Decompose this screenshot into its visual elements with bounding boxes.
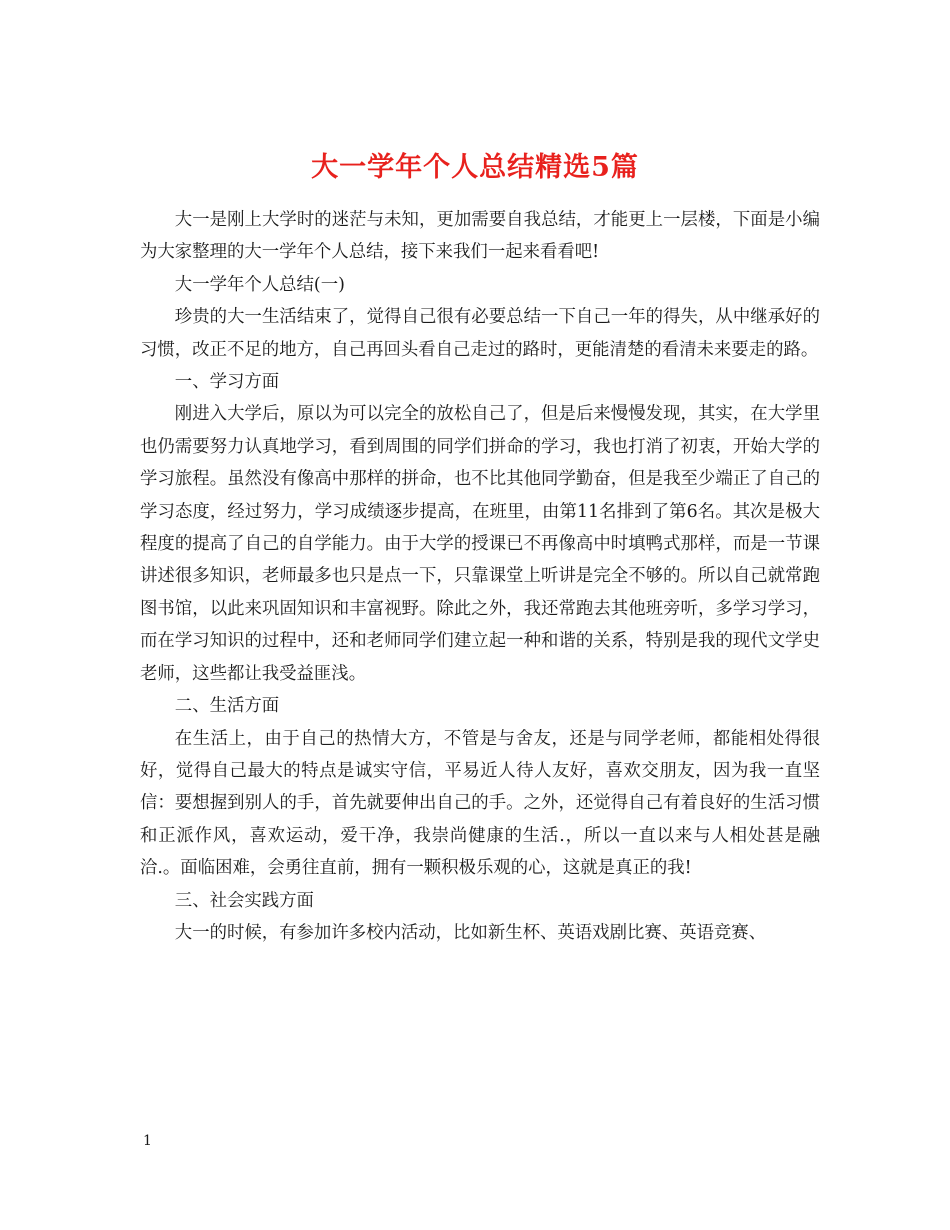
paragraph-intro: 大一是刚上大学时的迷茫与未知，更加需要自我总结，才能更上一层楼，下面是小编为大家整理的大一学年个人总结，接下来我们一起来看看吧! — [140, 210, 820, 263]
paragraph-life: 在生活上，由于自己的热情大方，不管是与舍友，还是与同学老师，都能相处得很好，觉得自己最大的特点是诚实守信，平易近人待人友好，喜欢交朋友，因为我一直坚信：要想握到别人的手，首先就要伸出自己的手。之外，还觉得自己有着良好的生活习惯和正派作风，喜欢运动，爱干净，我崇尚健康的生活.，所以一直以来与人相处甚是融洽.。面临困难，会勇往直前，拥有一颗积极乐观的心，这就是真正的我! — [140, 728, 820, 879]
document-body — [140, 204, 820, 949]
paragraph-opening: 珍贵的大一生活结束了，觉得自己很有必要总结一下自己一年的得失，从中继承好的习惯，改正不足的地方，自己再回头看自己走过的路时，更能清楚的看清未来要走的路。 — [140, 307, 820, 360]
section-heading-social-practice: 三、社会实践方面 — [174, 890, 314, 911]
page-number: 1 — [143, 1133, 152, 1149]
section-heading-study: 一、学习方面 — [174, 372, 280, 393]
document-title: 大一学年个人总结精选5篇 — [311, 152, 639, 184]
paragraph-study: 刚进入大学后，原以为可以完全的放松自己了，但是后来慢慢发现，其实，在大学里也仍需要努力认真地学习，看到周围的同学们拼命的学习，我也打消了初衷，开始大学的学习旅程。虽然没有像高中那样的拼命，也不比其他同学勤奋，但是我至少端正了自己的学习态度，经过努力，学习成绩逐步提高，在班里，由第11名排到了第6名。其次是极大程度的提高了自己的自学能力。由于大学的授课已不再像高中时填鸭式那样，而是一节课讲述很多知识，老师最多也只是点一下，只靠课堂上听讲是完全不够的。所以自己就常跑图书馆，以此来巩固知识和丰富视野。除此之外，我还常跑去其他班旁听，多学习学习，而在学习知识的过程中，还和老师同学们建立起一种和谐的关系，特别是我的现代文学史老师，这些都让我受益匪浅。 — [140, 404, 820, 684]
section-heading-summary-1: 大一学年个人总结(一) — [174, 274, 345, 295]
section-heading-life: 二、生活方面 — [174, 696, 280, 717]
paragraph-social-practice: 大一的时候，有参加许多校内活动，比如新生杯、英语戏剧比赛、英语竞赛、 — [174, 922, 767, 943]
